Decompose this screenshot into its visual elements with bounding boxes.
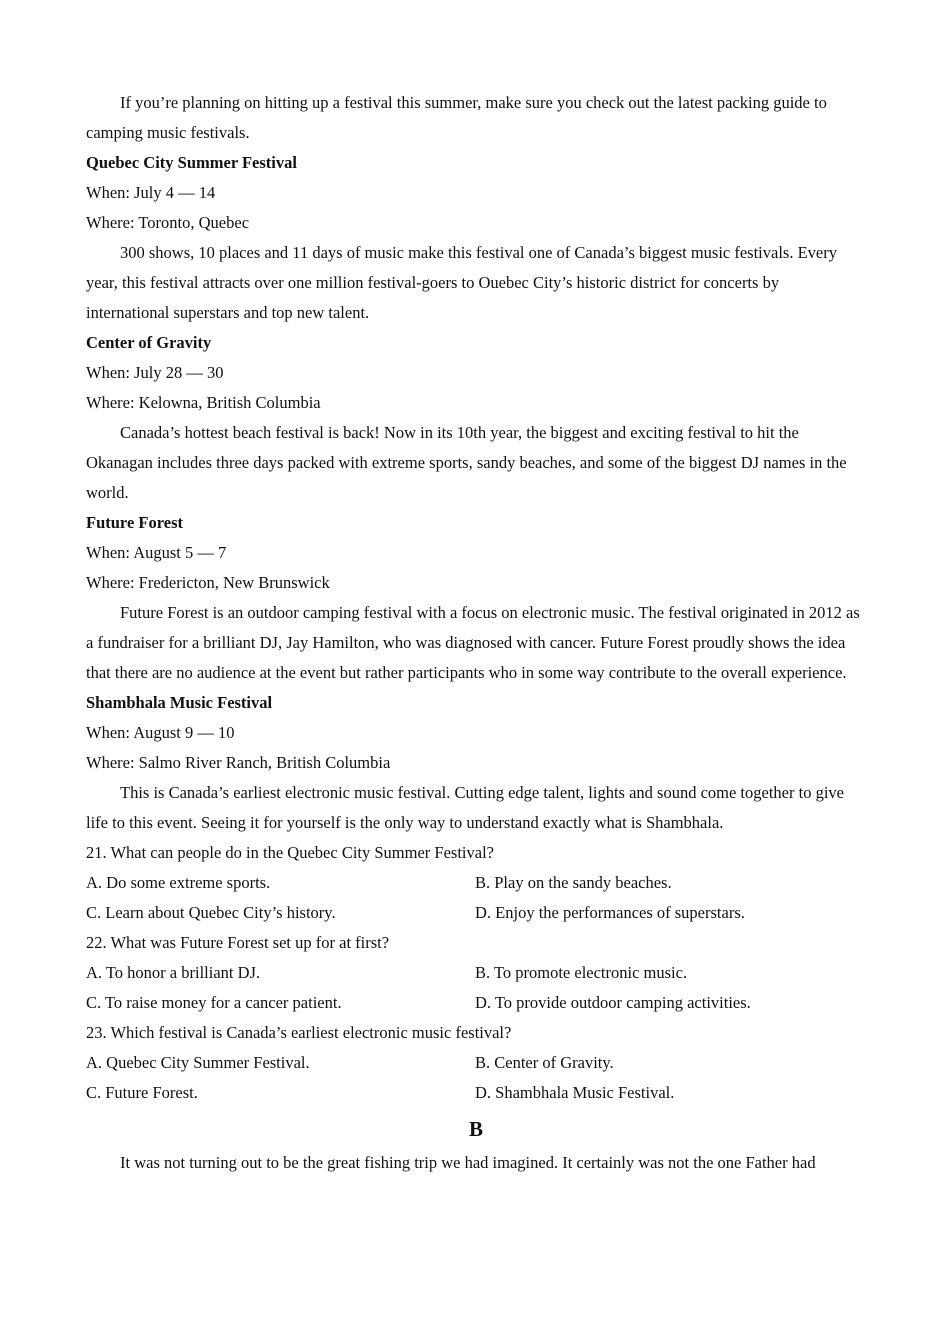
document-page <box>86 88 866 1178</box>
option-row <box>86 988 866 1018</box>
option-b: B. Play on the sandy beaches. <box>475 873 672 892</box>
option-row <box>86 898 866 928</box>
festival-title: Center of Gravity <box>86 333 212 352</box>
festival-where: Where: Kelowna, British Columbia <box>86 393 321 412</box>
option-d: D. Enjoy the performances of superstars. <box>475 903 745 922</box>
festival-where: Where: Salmo River Ranch, British Columbia <box>86 753 391 772</box>
festival-when: When: July 4 — 14 <box>86 183 216 202</box>
festival-description: This is Canada’s earliest electronic music festival. Cutting edge talent, lights and sound come together to give life to this event. Seeing it for yourself is the only way to understand exactly what is Shambhala. <box>86 783 844 832</box>
section-b-paragraph: It was not turning out to be the great fishing trip we had imagined. It certainly was not the one Father had <box>120 1153 816 1172</box>
festival-description: Future Forest is an outdoor camping festival with a focus on electronic music. The festival originated in 2012 as a fundraiser for a brilliant DJ, Jay Hamilton, who was diagnosed with cancer. Future Forest proudly shows the idea that there are no audience at the event but rather participants who in some way contribute to the overall experience. <box>86 603 860 682</box>
option-d: D. Shambhala Music Festival. <box>475 1083 675 1102</box>
option-a: A. To honor a brilliant DJ. <box>86 963 261 982</box>
option-a: A. Quebec City Summer Festival. <box>86 1053 310 1072</box>
option-b: B. Center of Gravity. <box>475 1053 614 1072</box>
option-row <box>86 1078 866 1108</box>
option-c: C. Future Forest. <box>86 1083 198 1102</box>
festival-title: Future Forest <box>86 513 183 532</box>
section-heading: B <box>468 1117 483 1141</box>
festival-when: When: August 9 — 10 <box>86 723 235 742</box>
option-b: B. To promote electronic music. <box>475 963 688 982</box>
option-row <box>86 1048 866 1078</box>
option-c: C. To raise money for a cancer patient. <box>86 993 342 1012</box>
festival-where: Where: Fredericton, New Brunswick <box>86 573 330 592</box>
festival-title: Shambhala Music Festival <box>86 693 273 712</box>
festival-when: When: July 28 — 30 <box>86 363 224 382</box>
festival-where: Where: Toronto, Quebec <box>86 213 250 232</box>
festival-description: Canada’s hottest beach festival is back! Now in its 10th year, the biggest and exciting festival to hit the Okanagan includes three days packed with extreme sports, sandy beaches, and some of the biggest DJ names in the world. <box>86 423 847 502</box>
intro-paragraph: If you’re planning on hitting up a festival this summer, make sure you check out the latest packing guide to camping music festivals. <box>86 93 827 142</box>
festival-when: When: August 5 — 7 <box>86 543 227 562</box>
option-row <box>86 958 866 988</box>
festival-description: 300 shows, 10 places and 11 days of music make this festival one of Canada’s biggest music festivals. Every year, this festival attracts over one million festival-goers to Ouebec City’s historic district for concerts by international superstars and top new talent. <box>86 243 837 322</box>
question-stem: 21. What can people do in the Quebec City Summer Festival? <box>86 843 494 862</box>
question-stem: 23. Which festival is Canada’s earliest electronic music festival? <box>86 1023 512 1042</box>
festival-title: Quebec City Summer Festival <box>86 153 297 172</box>
option-c: C. Learn about Quebec City’s history. <box>86 903 336 922</box>
option-row <box>86 868 866 898</box>
question-stem: 22. What was Future Forest set up for at first? <box>86 933 390 952</box>
option-d: D. To provide outdoor camping activities. <box>475 993 751 1012</box>
option-a: A. Do some extreme sports. <box>86 873 271 892</box>
